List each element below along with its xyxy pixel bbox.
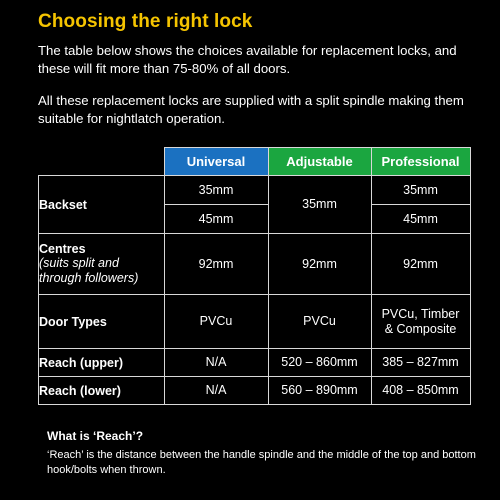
reach-heading: What is ‘Reach’?: [47, 429, 144, 443]
table-row: [39, 349, 471, 377]
intro-paragraph-1: The table below shows the choices available for replacement locks, and these will fit more than 75-80% of all doors.: [38, 43, 457, 76]
cell-reach-lower-universal: N/A: [164, 377, 268, 405]
intro-paragraph-2: All these replacement locks are supplied with a split spindle making them suitable for nightlatch operation.: [38, 93, 464, 126]
cell-centres-universal: 92mm: [164, 234, 268, 295]
cell-backset-professional-1: 35mm: [371, 176, 470, 205]
header-professional: Professional: [371, 148, 470, 176]
centres-label: Centres: [39, 242, 86, 256]
cell-reach-upper-universal: N/A: [164, 349, 268, 377]
cell-backset-universal-2: 45mm: [164, 205, 268, 234]
row-label-door-types: Door Types: [39, 295, 165, 349]
row-label-centres: [39, 234, 165, 295]
cell-reach-upper-adjustable: 520 – 860mm: [268, 349, 371, 377]
table-row: [39, 234, 471, 295]
cell-door-professional: [371, 295, 470, 349]
centres-sublabel: (suits split and through followers): [39, 256, 139, 285]
cell-door-universal: PVCu: [164, 295, 268, 349]
cell-reach-lower-adjustable: 560 – 890mm: [268, 377, 371, 405]
row-label-backset: Backset: [39, 176, 165, 234]
door-professional-line-2: & Composite: [384, 321, 457, 336]
cell-backset-universal-1: 35mm: [164, 176, 268, 205]
cell-door-adjustable: PVCu: [268, 295, 371, 349]
lock-comparison-table: [38, 147, 471, 405]
cell-centres-professional: 92mm: [371, 234, 470, 295]
header-universal: Universal: [164, 148, 268, 176]
row-label-reach-upper: Reach (upper): [39, 349, 165, 377]
table-row: [39, 377, 471, 405]
cell-backset-adjustable: 35mm: [268, 176, 371, 234]
cell-reach-upper-professional: 385 – 827mm: [371, 349, 470, 377]
cell-reach-lower-professional: 408 – 850mm: [371, 377, 470, 405]
header-adjustable: Adjustable: [268, 148, 371, 176]
table-corner: [39, 148, 165, 176]
row-label-reach-lower: Reach (lower): [39, 377, 165, 405]
cell-backset-professional-2: 45mm: [371, 205, 470, 234]
door-professional-line-1: PVCu, Timber: [381, 306, 460, 321]
cell-centres-adjustable: 92mm: [268, 234, 371, 295]
page-title: Choosing the right lock: [38, 11, 253, 32]
reach-definition: ‘Reach’ is the distance between the handle spindle and the middle of the top and bottom hook/bolts when thrown.: [47, 449, 476, 476]
table-row: [39, 176, 471, 205]
table-row: [39, 295, 471, 349]
table-header-row: [39, 148, 471, 176]
